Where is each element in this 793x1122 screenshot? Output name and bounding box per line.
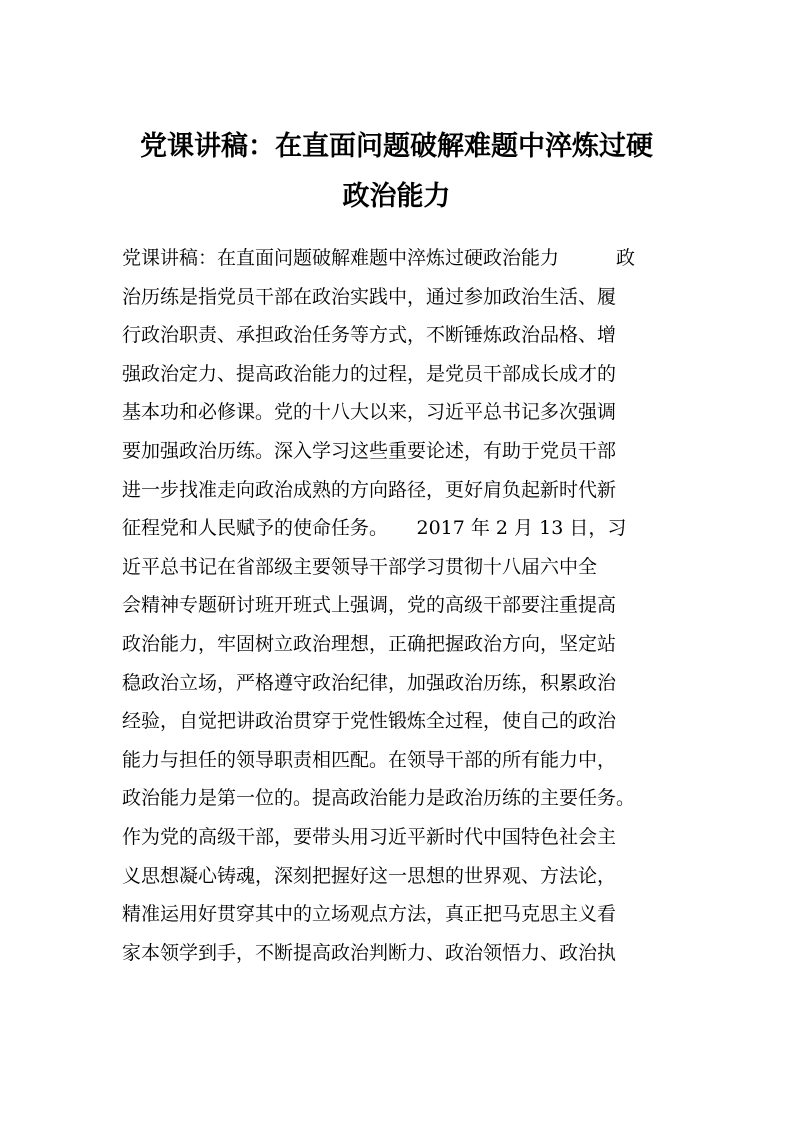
body-line: 要加强政治历练。深入学习这些重要论述，有助于党员干部 [122, 439, 617, 462]
document-body [122, 239, 692, 972]
body-line: 进一步找准走向政治成熟的方向路径，更好肩负起新时代新 [122, 478, 617, 501]
title-line-1: 党课讲稿：在直面问题破解难题中淬炼过硬 [140, 131, 653, 162]
document-title [100, 122, 693, 222]
body-line: 能力与担任的领导职责相匹配。在领导干部的所有能力中， [122, 748, 617, 771]
body-line: 作为党的高级干部，要带头用习近平新时代中国特色社会主 [122, 825, 617, 848]
body-line: 稳政治立场，严格遵守政治纪律，加强政治历练，积累政治 [122, 671, 617, 694]
body-line: 近平总书记在省部级主要领导干部学习贯彻十八届六中全 [122, 555, 598, 578]
body-line: 家本领学到手，不断提高政治判断力、政治领悟力、政治执 [122, 941, 617, 964]
body-line: 会精神专题研讨班开班式上强调，党的高级干部要注重提高 [122, 594, 617, 617]
body-line: 强政治定力、提高政治能力的过程，是党员干部成长成才的 [122, 362, 617, 385]
body-line: 政治能力，牢固树立政治理想，正确把握政治方向，坚定站 [122, 632, 617, 655]
title-line-2: 政治能力 [342, 181, 451, 212]
body-line: 征程党和人民赋予的使命任务。 2017 年 2 月 13 日，习 [122, 517, 627, 540]
body-line: 义思想凝心铸魂，深刻把握好这一思想的世界观、方法论， [122, 864, 617, 887]
body-line: 精准运用好贯穿其中的立场观点方法，真正把马克思主义看 [122, 903, 617, 926]
body-line: 政治能力是第一位的。提高政治能力是政治历练的主要任务。 [122, 787, 636, 810]
body-line: 党课讲稿：在直面问题破解难题中淬炼过硬政治能力 政 [122, 247, 636, 269]
body-line: 治历练是指党员干部在政治实践中，通过参加政治生活、履 [122, 285, 617, 308]
body-line: 经验，自觉把讲政治贯穿于党性锻炼全过程，使自己的政治 [122, 710, 617, 733]
body-line: 行政治职责、承担政治任务等方式，不断锤炼政治品格、增 [122, 324, 617, 347]
body-line: 基本功和必修课。党的十八大以来，习近平总书记多次强调 [122, 401, 617, 424]
